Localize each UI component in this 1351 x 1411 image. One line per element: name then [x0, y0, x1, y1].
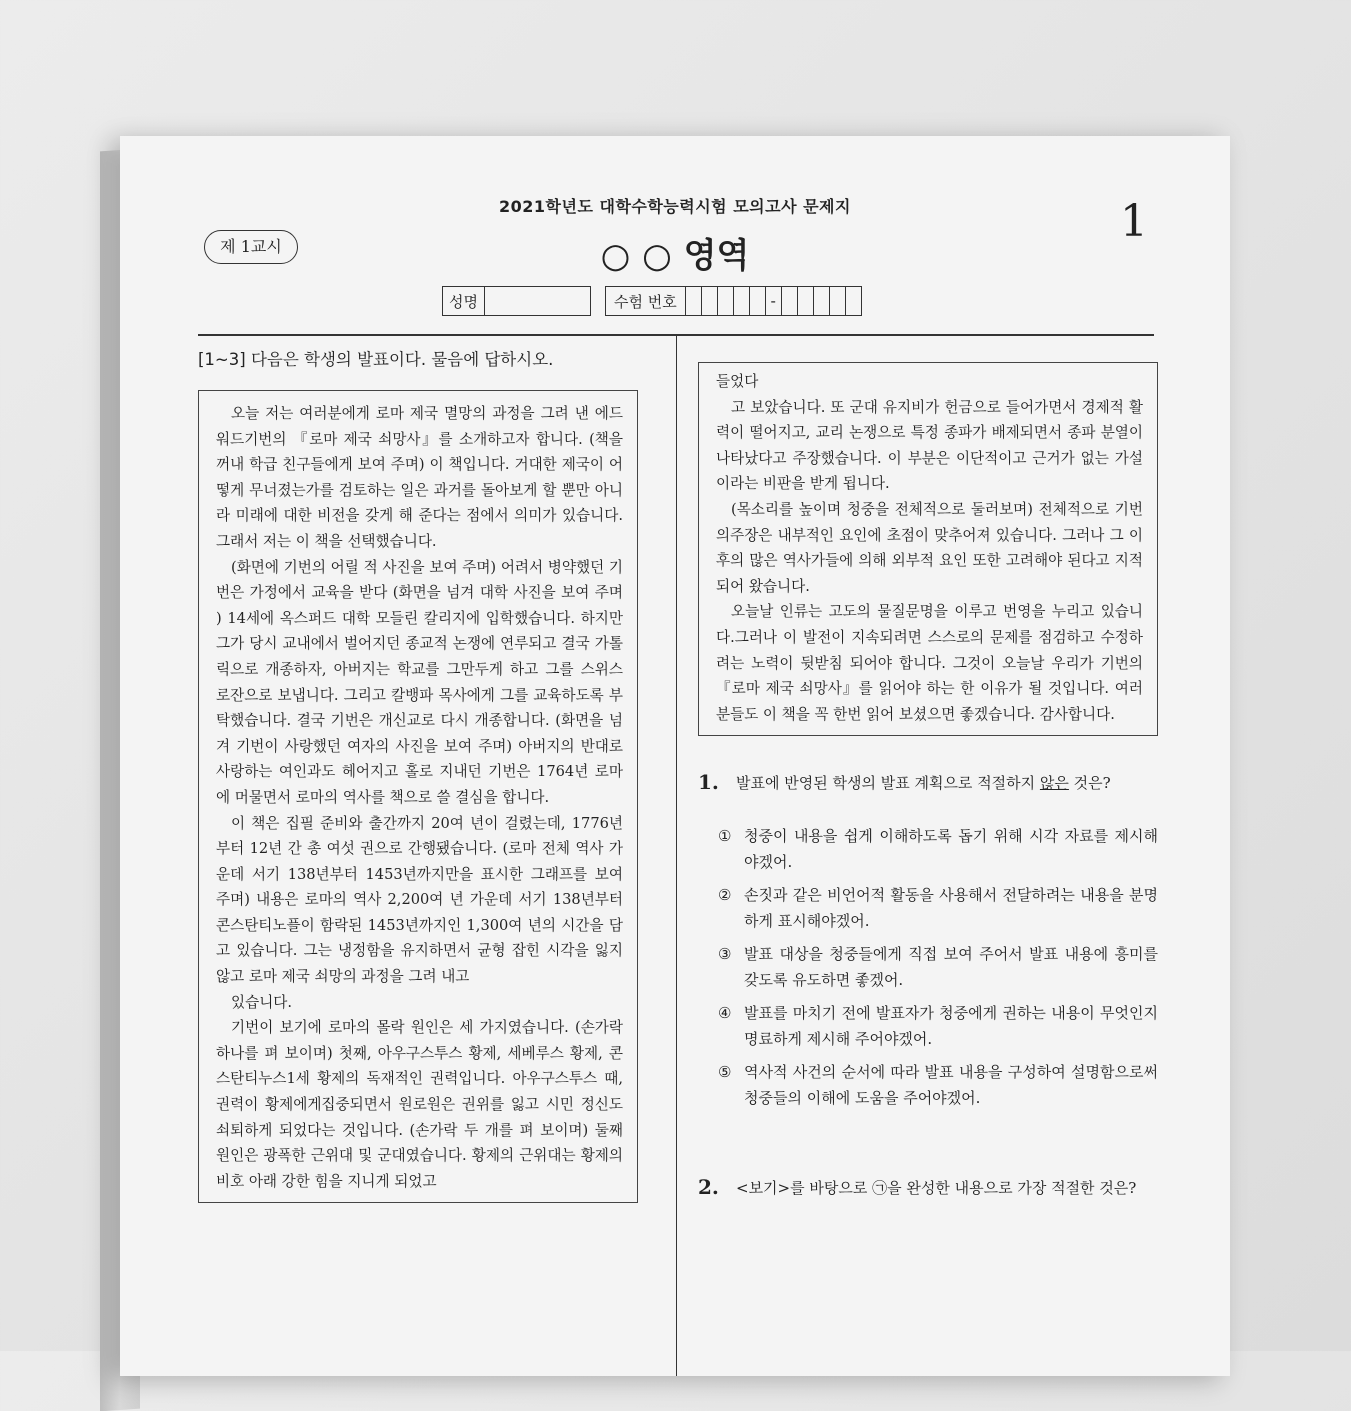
passage-paragraph: 들었다: [716, 373, 759, 390]
answer-choices: [718, 823, 1158, 1111]
column-divider: [676, 336, 677, 1376]
exam-subtitle: 2021학년도 대학수학능력시험 모의고사 문제지: [499, 197, 851, 216]
passage-paragraph: 오늘날 인류는 고도의 물질문명을 이루고 번영을 누리고 있습니다.그러나 이 발전이 지속되려면 스스로의 문제를 점검하고 수정하려는 노력이 뒷받침 되어야 합니다. 그것이 오늘날 우리가 기번의 『로마 제국 쇠망사』를 읽어야 하는 한 이유가 될 것입니다. 여러분들도 이 책을 꼭 한번 읽어 보셨으면 좋겠습니다. 감사합니다.: [716, 603, 1143, 723]
question-stem: <보기>를 바탕으로 ㉠을 완성한 내용으로 가장 적절한 것은?: [736, 1179, 1137, 1198]
exam-number-box[interactable]: [846, 286, 862, 316]
exam-number-label: 수험 번호: [605, 286, 686, 316]
page-number: 1: [1120, 196, 1148, 247]
passage-box-left: [198, 390, 638, 1203]
passage-paragraph: 고 보았습니다. 또 군대 유지비가 헌금으로 들어가면서 경제적 활력이 떨어지고, 교리 논쟁으로 특정 종파가 배제되면서 종파 분열이 나타났다고 주장했습니다. 이 부분은 이단적이고 근거가 없는 가설이라는 비판을 받게 됩니다.: [716, 398, 1143, 493]
exam-number-box[interactable]: [702, 286, 718, 316]
name-label: 성명: [442, 286, 485, 316]
exam-number-box[interactable]: [814, 286, 830, 316]
answer-choice[interactable]: ③ 발표 대상을 청중들에게 직접 보여 주어서 발표 내용에 흥미를갖도록 유도하면 좋겠어.: [718, 945, 1158, 990]
answer-choice[interactable]: ④ 발표를 마치기 전에 발표자가 청중에게 권하는 내용이 무엇인지명료하게 제시해 주어야겠어.: [718, 1004, 1158, 1049]
right-column: [698, 362, 1158, 1202]
passage-paragraph: 이 책은 집필 준비와 출간까지 20여 년이 걸렸는데, 1776년부터 12년 간 총 여섯 권으로 간행됐습니다. (로마 전체 역사 가운데 서기 138년부터 1453년까지만을 표시한 그래프를 보여 주며) 내용은 로마의 역사 2,200여 년 가운데 서기 138년부터 콘스탄티노플이 함락된 1453년까지인 1,300여 년의 시간을 담고 있습니다. 그는 냉정함을 유지하면서 균형 잡힌 시각을 잃지 않고 로마 제국 쇠망의 과정을 그려 내고: [216, 814, 623, 986]
exam-number-box[interactable]: [798, 286, 814, 316]
passage-paragraph: (목소리를 높이며 청중을 전체적으로 둘러보며) 전체적으로 기번의주장은 내부적인 요인에 초점이 맞추어져 있습니다. 그러나 그 이후의 많은 역사가들에 의해 외부적 요인 또한 고려해야 된다고 지적되어 왔습니다.: [716, 500, 1143, 595]
answer-choice[interactable]: ⑤ 역사적 사건의 순서에 따라 발표 내용을 구성하여 설명함으로써청중들의 이해에 도움을 주어야겠어.: [718, 1063, 1158, 1108]
question-set-heading: [1~3] 다음은 학생의 발표이다. 물음에 답하시오.: [198, 350, 554, 369]
candidate-id-bar: [442, 286, 862, 316]
exam-number-box[interactable]: [782, 286, 798, 316]
exam-number-box[interactable]: [718, 286, 734, 316]
passage-paragraph: 있습니다.: [231, 993, 293, 1011]
question-number: 2.: [698, 1175, 719, 1200]
passage-paragraph: (화면에 기번의 어릴 적 사진을 보여 주며) 어려서 병약했던 기번은 가정에서 교육을 받다 (화면을 넘겨 대학 사진을 보여 주며 ) 14세에 옥스퍼드 대학 모들린 칼리지에 입학했습니다. 하지만 그가 당시 교내에서 벌어지던 종교적 논쟁에 연루되고 결국 가톨릭으로 개종하자, 아버지는 학교를 그만두게 하고 그를 스위스 로잔으로 보냅니다. 그리고 칼뱅파 목사에게 그를 교육하도록 부탁했습니다. 결국 기번은 개신교로 다시 개종합니다. (화면을 넘겨 기번이 사랑했던 여자의 사진을 보여 주며) 아버지의 반대로 사랑하는 여인과도 헤어지고 홀로 지내던 기번은 1764년 로마에 머물면서 로마의 역사를 책으로 쓸 결심을 합니다.: [216, 558, 623, 806]
passage-paragraph: 오늘 저는 여러분에게 로마 제국 멸망의 과정을 그려 낸 에드워드기번의 『로마 제국 쇠망사』를 소개하고자 합니다. (책을 꺼내 학급 친구들에게 보여 주며) 이 책입니다. 거대한 제국이 어떻게 무너졌는가를 검토하는 일은 과거를 돌아보게 할 뿐만 아니라 미래에 대한 비전을 갖게 해 준다는 점에서 의미가 있습니다. 그래서 저는 이 책을 선택했습니다.: [216, 405, 623, 550]
underlined-word: 않은: [1039, 774, 1069, 793]
answer-choice[interactable]: ① 청중이 내용을 쉽게 이해하도록 돕기 위해 시각 자료를 제시해야겠어.: [718, 827, 1158, 872]
passage-box-right: [698, 362, 1158, 736]
exam-number-dash: -: [766, 286, 782, 316]
name-field[interactable]: [485, 286, 591, 316]
exam-paper: [120, 136, 1230, 1376]
question-number: 1.: [698, 770, 719, 795]
left-column: [198, 346, 638, 1203]
passage-paragraph: 기번이 보기에 로마의 몰락 원인은 세 가지였습니다. (손가락 하나를 펴 보이며) 첫째, 아우구스투스 황제, 세베루스 황제, 콘스탄티누스1세 황제의 독재적인 권력입니다. 아우구스투스 때, 권력이 황제에게집중되면서 원로원은 권위를 잃고 시민 정신도 쇠퇴하게 되었다는 것입니다. (손가락 두 개를 펴 보이며) 둘째 원인은 광폭한 근위대 및 군대였습니다. 황제의 근위대는 황제의 비호 아래 강한 힘을 지니게 되었고: [216, 1019, 623, 1190]
period-badge: 제 1교시: [204, 230, 298, 264]
question-2: [698, 1175, 1158, 1202]
question-stem: 발표에 반영된 학생의 발표 계획으로 적절하지 않은 것은?: [736, 774, 1111, 793]
answer-choice[interactable]: ② 손짓과 같은 비언어적 활동을 사용해서 전달하려는 내용을 분명하게 표시해야겠어.: [718, 886, 1158, 931]
exam-number-box[interactable]: [734, 286, 750, 316]
subject-title: ○ ○ 영역: [600, 236, 750, 276]
question-1: [698, 770, 1158, 1111]
exam-number-box[interactable]: [830, 286, 846, 316]
exam-number-box[interactable]: [750, 286, 766, 316]
exam-number-box[interactable]: [686, 286, 702, 316]
